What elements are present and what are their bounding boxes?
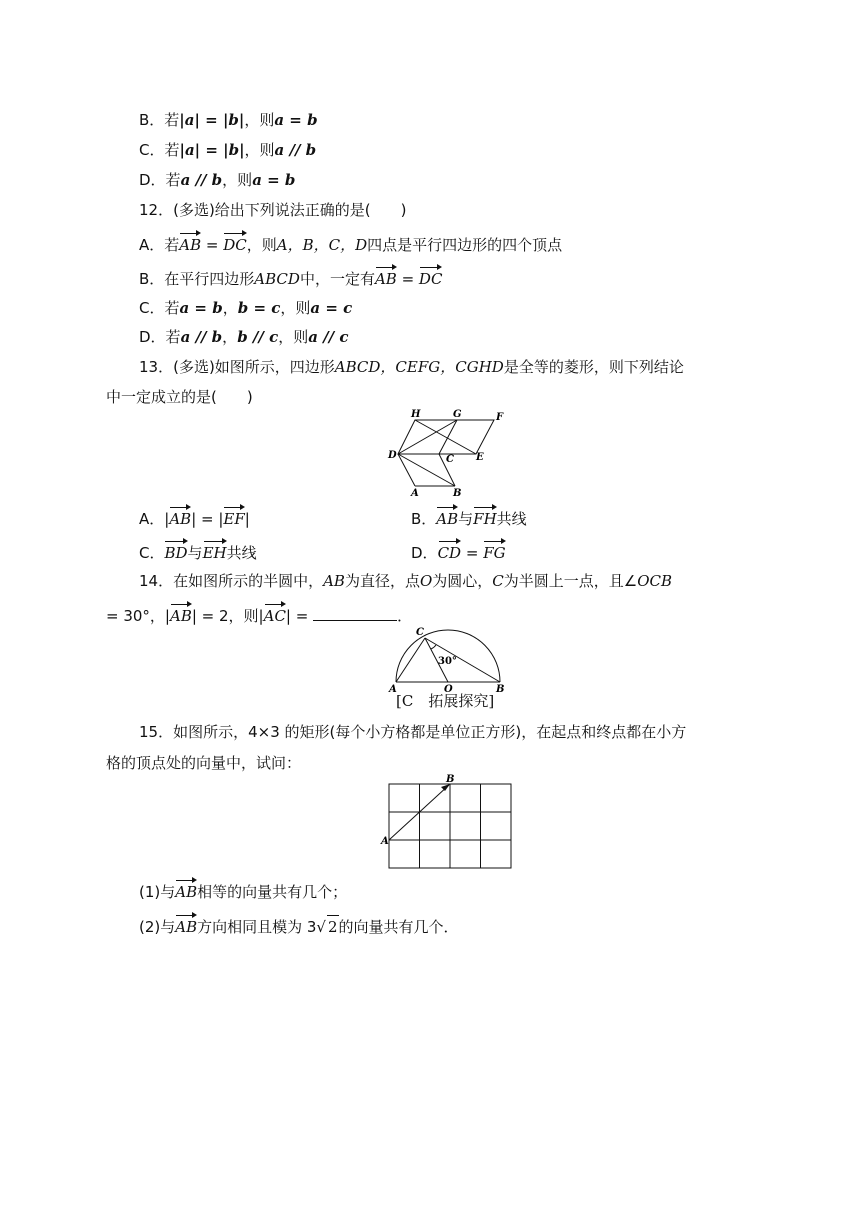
q15-stem-line2: 格的顶点处的向量中，试问： [106, 754, 302, 772]
q12-option-c [139, 297, 352, 319]
condition: |a| = |b| [179, 111, 245, 129]
q11-option-d [139, 169, 295, 191]
label-a: A [381, 836, 389, 847]
separator: ，则 [244, 141, 275, 159]
point-c: C [492, 572, 504, 590]
q14-stem-line1 [139, 570, 672, 592]
option-label: D．若 [139, 328, 181, 346]
vector-ab: AB [175, 879, 197, 903]
abs-bar: | [244, 510, 250, 528]
q13-option-b [411, 506, 527, 530]
option-label: B．若 [139, 111, 180, 129]
q13-option-d [411, 540, 506, 564]
vector-bd: BD [164, 540, 187, 564]
separator: ，则 [280, 299, 311, 317]
option-tail: 共线 [226, 544, 257, 562]
option-label: C．若 [139, 299, 180, 317]
label-e: E [476, 452, 484, 463]
rhombus-figure [380, 404, 510, 500]
q12-option-d [139, 326, 349, 348]
grid-figure [378, 772, 518, 870]
option-label: C．若 [139, 141, 180, 159]
condition-1: a // b [180, 328, 223, 346]
point-o: O [419, 572, 433, 590]
equals: = [396, 270, 419, 288]
stem-text: | = 2，则| [191, 607, 264, 625]
vector-ef: EF [223, 506, 244, 530]
separator: ，则 [222, 171, 253, 189]
option-mid: 中，一定有 [299, 270, 375, 288]
sqrt-icon: √ [316, 918, 326, 936]
period: ． [397, 607, 413, 625]
angle-arc [431, 645, 436, 649]
q12-option-b [139, 266, 442, 290]
conclusion: a = c [310, 299, 353, 317]
option-label: B． [411, 510, 437, 528]
stem-text: | = [285, 607, 314, 625]
option-tail: 四点是平行四边形的四个顶点 [367, 236, 563, 254]
option-label: D． [411, 544, 438, 562]
label-b: B [453, 488, 462, 499]
q11-option-b [139, 109, 318, 131]
equals: | = | [191, 510, 224, 528]
condition-2: b = c [237, 299, 281, 317]
vector-ab-arrowhead [441, 784, 450, 791]
option-label: A．若 [139, 236, 180, 254]
vector-ac: AC [264, 603, 286, 627]
vector-fh: FH [473, 506, 497, 530]
separator: ， [222, 299, 238, 317]
answer-blank[interactable] [313, 606, 397, 621]
condition: |a| = |b| [179, 141, 245, 159]
sub-text: 的向量共有几个． [338, 918, 459, 936]
vector-eh: EH [203, 540, 227, 564]
option-label: C． [139, 544, 165, 562]
conclusion: a = b [274, 111, 318, 129]
q15-stem-line1: 15．如图所示，4×3 的矩形(每个小方格都是单位正方形)，在起点和终点都在小方 [139, 723, 687, 741]
q14-stem-line2 [106, 603, 412, 627]
label-a: A [411, 488, 419, 499]
label-g: G [453, 409, 462, 420]
semicircle-figure [386, 624, 510, 694]
q11-option-c [139, 139, 316, 161]
conclusion: a // b [274, 141, 317, 159]
figure-diagonal-he [415, 420, 476, 454]
q13-option-c [139, 540, 257, 564]
q13-stem-line1 [139, 356, 684, 378]
stem-text: 为半圆上一点，且∠ [503, 572, 638, 590]
radicand: 2 [327, 915, 339, 938]
separator: ，则 [246, 236, 277, 254]
segment-ab: AB [323, 572, 345, 590]
option-tail: 共线 [496, 510, 527, 528]
label-c: C [446, 454, 454, 465]
separator: ，则 [278, 328, 309, 346]
conclusion: a // c [308, 328, 349, 346]
q12-option-a [139, 232, 562, 256]
stem-text: 14．在如图所示的半圆中， [139, 572, 324, 590]
condition-1: a = b [179, 299, 223, 317]
quadrilateral: ABCD [254, 270, 300, 288]
q15-sub2 [139, 914, 459, 938]
vector-cd: CD [438, 540, 462, 564]
separator: ，则 [244, 111, 275, 129]
label-b: B [496, 684, 505, 694]
equals: = [461, 544, 484, 562]
condition-2: b // c [237, 328, 279, 346]
section-heading: [C 拓展探究] [396, 692, 495, 710]
label-c: C [416, 627, 424, 638]
connector: 与 [458, 510, 474, 528]
sub-text: 相等的向量共有几个； [197, 883, 348, 901]
stem-text: = 30°，| [106, 607, 170, 625]
label-a: A [389, 684, 397, 694]
stem-text: 13．(多选)如图所示，四边形 [139, 358, 335, 376]
label-o: O [444, 684, 453, 694]
label-h: H [411, 409, 421, 420]
stem-text: 为直径，点 [344, 572, 420, 590]
vector-ab: AB [170, 603, 192, 627]
quadrilaterals: ABCD，CEFG，CGHD [334, 358, 504, 376]
option-label: A．| [139, 510, 170, 528]
sub-text: 方向相同且模为 3 [197, 918, 317, 936]
conclusion: a = b [252, 171, 296, 189]
label-d: D [388, 450, 397, 461]
label-f: F [496, 412, 504, 423]
angle-label: 30° [438, 656, 457, 667]
q13-option-a [139, 506, 250, 530]
q12-stem: 12．(多选)给出下列说法正确的是( ) [139, 201, 407, 219]
q15-sub1 [139, 879, 347, 903]
vector-ab: AB [436, 506, 458, 530]
option-label: D．若 [139, 171, 181, 189]
stem-text: 是全等的菱形，则下列结论 [503, 358, 684, 376]
connector: 与 [187, 544, 203, 562]
equals: = [201, 236, 224, 254]
condition: a // b [180, 171, 223, 189]
vector-dc: DC [223, 232, 247, 256]
vector-fg: FG [483, 540, 505, 564]
option-label: B．在平行四边形 [139, 270, 255, 288]
vector-dc: DC [419, 266, 443, 290]
stem-text: 为圆心， [432, 572, 493, 590]
angle-ocb: OCB [637, 572, 673, 590]
vector-ab: AB [179, 232, 201, 256]
q13-stem-line2: 中一定成立的是( ) [106, 388, 253, 406]
vector-ab: AB [169, 506, 191, 530]
label-b: B [446, 774, 455, 785]
sub-label: (1)与 [139, 883, 176, 901]
vector-ab: AB [175, 914, 197, 938]
separator: ， [222, 328, 238, 346]
sub-label: (2)与 [139, 918, 176, 936]
vector-ab: AB [375, 266, 397, 290]
points: A，B，C，D [276, 236, 368, 254]
